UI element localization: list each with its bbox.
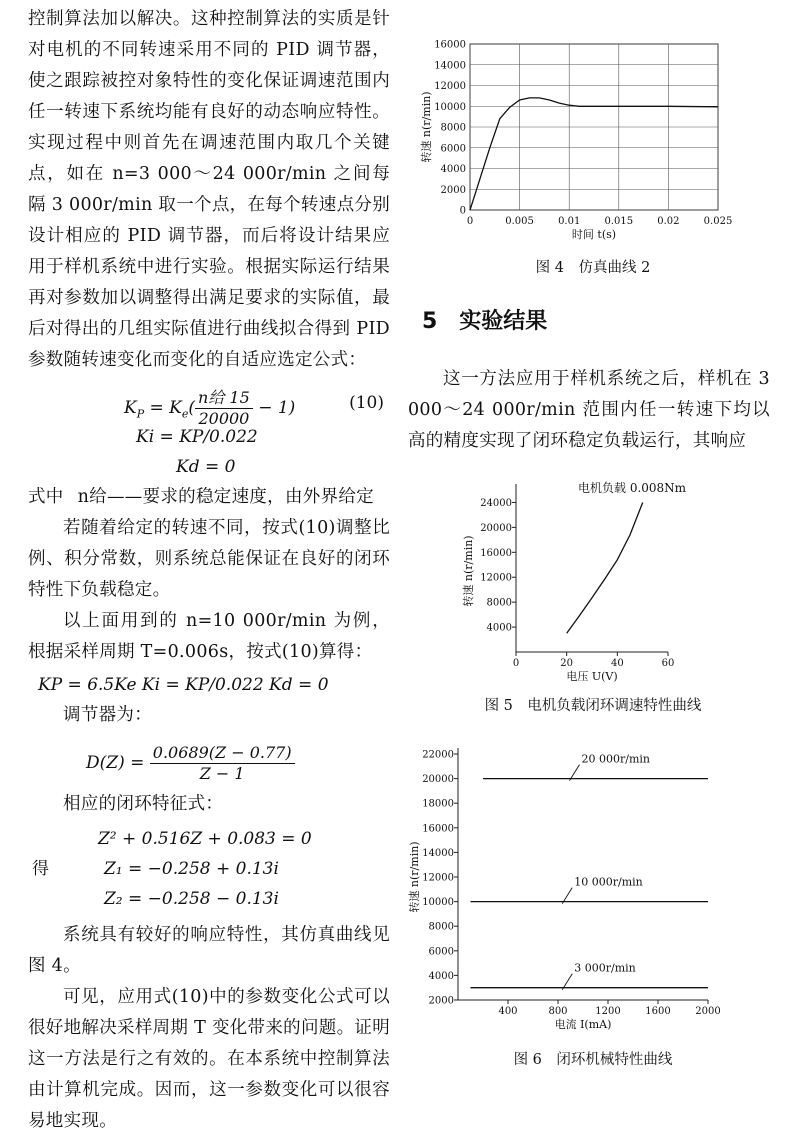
x-tick-label: 60: [661, 658, 675, 669]
series-label: 3 000r/min: [574, 961, 636, 975]
equation-number: (10): [349, 393, 384, 413]
figure-6-chart: [408, 742, 778, 1042]
equation-controller: D(Z) = $\frac{0.0689(Z - 0.77)}{Z - 1}$: [28, 737, 390, 785]
paragraph-7: 可见，应用式(10)中的参数变化公式可以很好地解决采样周期 T 变化带来的问题。证明这一方法是行之有效的。在本系统中控制算法由计算机完成。因而，这一参数变化可以很容易地实现。: [28, 987, 390, 1131]
y-tick-label: 6000: [440, 143, 466, 155]
x-tick-label: 1200: [595, 1006, 621, 1017]
equation-characteristic: Z² + 0.516Z + 0.083 = 0: [98, 829, 312, 849]
y-tick-label: 16000: [434, 39, 466, 51]
equation-kd: Kd = 0: [176, 457, 236, 477]
equation-root-2: Z₂ = −0.258 − 0.13i: [104, 889, 279, 909]
paragraph-1: 控制算法加以解决。这种控制算法的实质是针对电机的不同转速采用不同的 PID 调节器，使之跟踪被控对象特性的变化保证调速范围内任一转速下系统均能有良好的动态响应特性。实现过程中则首先在调速范围内取几个关键点，如在 n=3 000～24 000r/min 之间每隔 3 000r/min 取一个点，在每个转速点分别设计相应的 PID 调节器，而后将设计结果应用于样机系统中进行实验。根据实际运行结果再对参数加以调整得出满足要求的实际值，最后对得出的几组实际值进行曲线拟合得到 PID 参数随转速变化而变化的自适应选定公式：: [28, 9, 390, 370]
y-tick-label: 4000: [440, 164, 466, 175]
y-tick-label: 8000: [440, 122, 466, 134]
x-tick-label: 20: [560, 658, 574, 669]
paragraph-4: 调节器为：: [63, 705, 152, 725]
equation-10: $K_P = K_e$( $\frac{\text{n给 15}}{20000}$ − 1) (10): [124, 388, 384, 428]
paragraph-6: 系统具有较好的响应特性，其仿真曲线见图 4。: [28, 925, 390, 976]
y-tick-label: 2000: [440, 184, 466, 196]
y-tick-label: 16000: [422, 823, 454, 835]
y-axis-label: 转速 n(r/min): [420, 91, 433, 163]
x-axis-label: 电压 U(V): [566, 670, 618, 683]
x-tick-label: 800: [548, 1006, 568, 1017]
y-tick-label: 12000: [422, 872, 454, 884]
figure-4-caption: 图 4 仿真曲线 2: [535, 260, 651, 276]
equation-ki: Ki = KP/0.022: [136, 427, 258, 447]
where-clause: 式中 n给——要求的稳定速度，由外界给定: [28, 487, 374, 507]
y-tick-label: 10000: [422, 897, 454, 909]
figure-5-chart: [408, 476, 778, 683]
equation-root-1: Z₁ = −0.258 + 0.13i: [104, 859, 279, 879]
paragraph-8: 这一方法应用于样机系统之后，样机在 3 000～24 000r/min 范围内任一转速下均以高的精度实现了闭环稳定负载运行，其响应: [408, 369, 770, 451]
y-tick-label: 6000: [428, 946, 454, 958]
y-tick-label: 12000: [480, 572, 512, 584]
x-tick-label: 400: [498, 1006, 518, 1017]
y-axis-label: 转速 n(r/min): [408, 841, 421, 913]
x-tick-label: 0: [512, 658, 520, 669]
x-tick-label: 0: [466, 216, 474, 227]
x-tick-label: 2000: [695, 1006, 721, 1017]
y-tick-label: 0: [459, 205, 466, 217]
x-tick-label: 0.025: [703, 216, 733, 227]
x-axis-label: 时间 t(s): [571, 228, 617, 241]
series-label: 10 000r/min: [574, 875, 643, 889]
left-column: [28, 4, 390, 1137]
chart-annotation: 电机负载 0.008Nm: [578, 481, 687, 495]
y-tick-label: 22000: [422, 749, 454, 761]
y-tick-label: 10000: [434, 101, 466, 113]
x-tick-label: 1600: [645, 1006, 671, 1017]
y-tick-label: 16000: [480, 547, 512, 559]
de-label: 得: [32, 859, 49, 879]
y-tick-label: 20000: [422, 774, 454, 786]
y-tick-label: 24000: [480, 497, 512, 509]
x-tick-label: 40: [610, 658, 624, 669]
paragraph-3: 以上面用到的 n=10 000r/min 为例，根据采样周期 T=0.006s，按式(10)算得：: [28, 611, 390, 662]
y-tick-label: 18000: [422, 798, 454, 810]
x-tick-label: 0.01: [558, 216, 581, 227]
paragraph-2: 若随着给定的转速不同，按式(10)调整比例、积分常数，则系统总能保证在良好的闭环特性下负载稳定。: [28, 518, 390, 600]
series-label: 20 000r/min: [581, 752, 650, 766]
equation-params: KP = 6.5Ke Ki = KP/0.022 Kd = 0: [38, 675, 329, 695]
x-tick-label: 0.02: [657, 216, 680, 227]
y-tick-label: 8000: [428, 921, 454, 933]
y-tick-label: 14000: [422, 847, 454, 859]
y-tick-label: 8000: [486, 597, 512, 609]
y-tick-label: 2000: [428, 995, 454, 1007]
y-tick-label: 4000: [428, 970, 454, 982]
figure-5-caption: 图 5 电机负载闭环调速特性曲线: [484, 698, 702, 714]
paragraph-5: 相应的闭环特征式：: [63, 794, 224, 814]
figure-4-chart: [408, 30, 778, 275]
x-tick-label: 0.005: [505, 216, 534, 227]
y-tick-label: 4000: [486, 622, 512, 634]
section-title: 5 实验结果: [422, 309, 548, 334]
equation-root-1-row: [28, 854, 390, 884]
x-axis-label: 电流 I(mA): [554, 1018, 612, 1031]
y-tick-label: 20000: [480, 522, 512, 534]
series-line: [567, 503, 643, 634]
y-axis-label: 转速 n(r/min): [462, 535, 475, 607]
figure-6-caption: 图 6 闭环机械特性曲线: [513, 1052, 673, 1068]
series-line: [470, 98, 718, 210]
y-tick-label: 14000: [434, 60, 466, 72]
x-tick-label: 0.015: [604, 216, 634, 227]
y-tick-label: 12000: [434, 81, 466, 92]
